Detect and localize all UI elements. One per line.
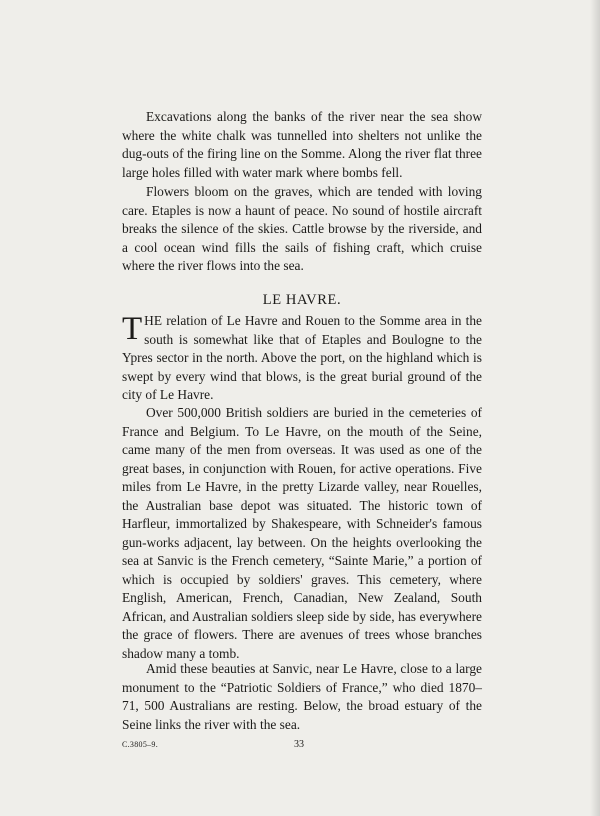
paragraph-text: Amid these beauties at Sanvic, near Le Havre, close to a large monument to the “Patriotic Soldiers of France,” who died 1870–71, 500 Australians are resting. Below, the broad estuary of the Seine links the river with the sea. [122, 661, 482, 732]
paragraph-text: Flowers bloom on the graves, which are tended with loving care. Etaples is now a haunt of peace. No sound of hostile aircraft breaks the silence of the skies. Cattle browse by the riverside, and a cool ocean wind fills the sails of fishing craft, which cruise where the river flows into the sea. [122, 184, 482, 273]
paragraph-excavations [122, 108, 482, 182]
page-number: 33 [294, 739, 304, 750]
page-edge-shadow [590, 0, 600, 816]
paragraph-british-soldiers [122, 404, 482, 663]
drop-cap: T [122, 311, 143, 347]
paragraph-text [122, 312, 482, 405]
paragraph-sanvic [122, 660, 482, 734]
section-heading: LE HAVRE. [262, 292, 342, 308]
print-code: C.3805–9. [122, 740, 159, 749]
paragraph-flowers [122, 183, 482, 276]
paragraph-relation [122, 312, 482, 405]
paragraph-text: Over 500,000 British soldiers are buried in the cemeteries of France and Belgium. To Le Havre, on the mouth of the Seine, came many of the men from overseas. It was used as one of the great bases, in conjunction with Rouen, for active operations. Five miles from Le Havre, in the pretty Lizarde valley, near Rouelles, the Australian base depot was situated. The historic town of Harfleur, immortalized by Shakespeare, with Schneider's famous gun-works adjacent, lay between. On the heights overlooking the sea at Sanvic is the French cemetery, “Sainte Marie,” a portion of which is occupied by soldiers' graves. This cemetery, where English, American, French, Canadian, New Zealand, South African, and Australian soldiers sleep side by side, has everywhere the grace of flowers. There are avenues of trees whose branches shadow many a tomb. [122, 405, 482, 661]
paragraph-body: HE relation of Le Havre and Rouen to the Somme area in the south is somewhat like that of Etaples and Boulogne to the Ypres sector in the north. Above the port, on the highland which is swept by every wind that blows, is the great burial ground of the city of Le Havre. [122, 313, 482, 402]
paragraph-text: Excavations along the banks of the river near the sea show where the white chalk was tunnelled into shelters not unlike the dug-outs of the firing line on the Somme. Along the river flat three large holes filled with water mark where bombs fell. [122, 109, 482, 180]
